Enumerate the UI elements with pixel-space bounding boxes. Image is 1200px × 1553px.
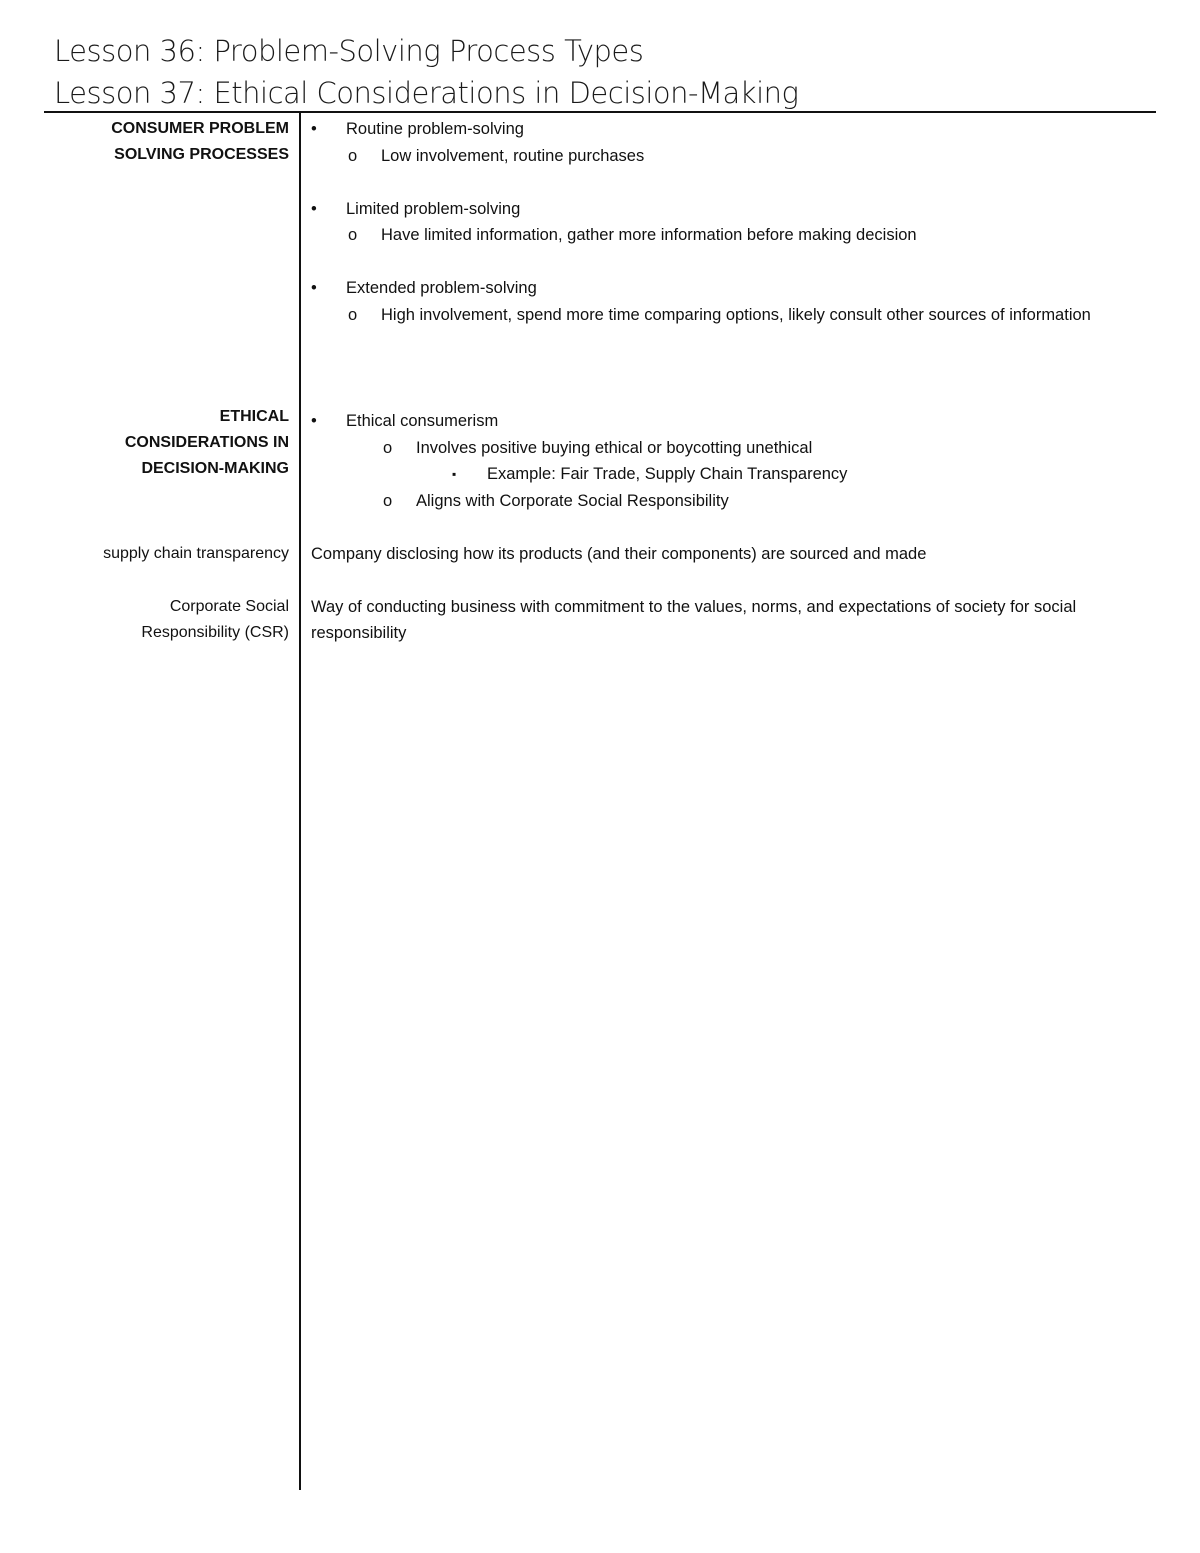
notes-ethical-considerations: [311, 408, 1151, 514]
circle-bullet-icon: o: [383, 438, 393, 457]
list-item: ▪ Example: Fair Trade, Supply Chain Transparency: [311, 461, 1151, 488]
cue-supply-chain-transparency: supply chain transparency: [103, 545, 289, 562]
circle-bullet-icon: o: [348, 305, 358, 324]
list-item: o Aligns with Corporate Social Responsibility: [311, 488, 1151, 515]
circle-bullet-icon: o: [348, 226, 358, 244]
definition-supply-chain-transparency: Company disclosing how its products (and their components) are sourced and made: [311, 545, 927, 563]
list-item: o High involvement, spend more time comparing options, likely consult other sources of information: [311, 302, 1141, 329]
list-item: o Have limited information, gather more information before making decision: [311, 222, 1151, 249]
bullet-icon: •: [311, 412, 317, 430]
list-item: o Low involvement, routine purchases: [311, 143, 1151, 170]
title-line-1: Lesson 36: Problem-Solving Process Types: [54, 34, 644, 68]
title-line-2: Lesson 37: Ethical Considerations in Decision-Making: [54, 76, 799, 110]
column-divider: [299, 113, 301, 1490]
notes-consumer-processes: [311, 116, 1151, 328]
bullet-icon: •: [311, 120, 317, 138]
circle-bullet-icon: o: [348, 146, 358, 165]
list-item: • Limited problem-solving: [311, 196, 1151, 223]
cue-consumer-processes: CONSUMER PROBLEM SOLVING PROCESSES: [111, 120, 289, 163]
bullet-icon: •: [311, 199, 317, 218]
list-item: o Involves positive buying ethical or boycotting unethical: [311, 435, 1151, 462]
list-item: • Routine problem-solving: [311, 116, 1151, 143]
list-item: • Ethical consumerism: [311, 408, 1151, 435]
title-divider: [44, 111, 1156, 113]
page-title: [54, 30, 798, 114]
cue-csr: Corporate Social Responsibility (CSR): [141, 598, 289, 641]
circle-bullet-icon: o: [383, 491, 393, 510]
bullet-icon: •: [311, 279, 317, 297]
definition-csr: Way of conducting business with commitment to the values, norms, and expectations of society for social responsibility: [311, 598, 1077, 642]
list-item: • Extended problem-solving: [311, 275, 1151, 302]
cue-ethical-considerations: ETHICAL CONSIDERATIONS IN DECISION-MAKING: [124, 408, 289, 477]
square-bullet-icon: ▪: [452, 467, 457, 481]
